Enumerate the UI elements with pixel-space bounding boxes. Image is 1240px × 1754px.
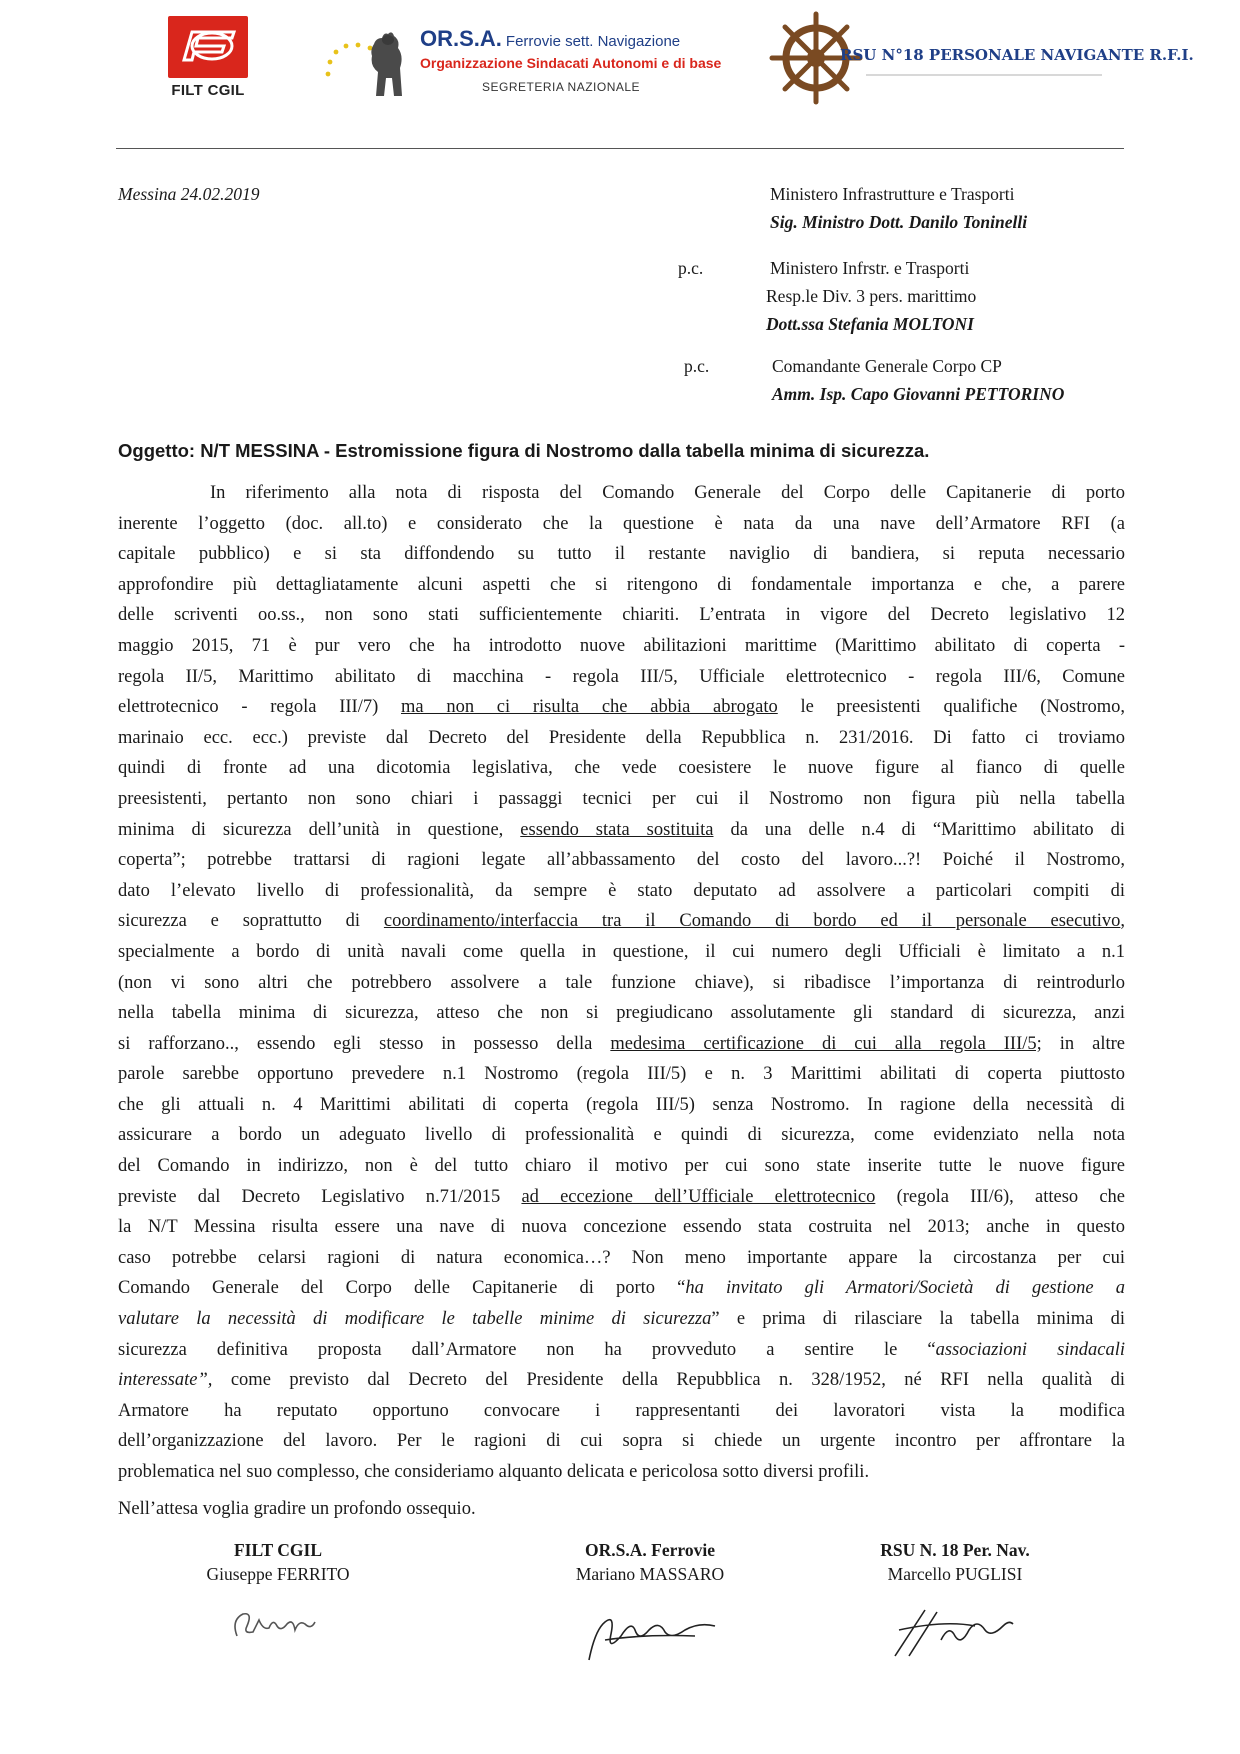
body-line: interessate”, come previsto dal Decreto del Presidente della Repubblica n. 328/1952, né RFI nella qualità di bbox=[118, 1370, 1125, 1391]
body-line: si rafforzano.., essendo egli stesso in possesso della medesima certificazione di cui alla regola III/5; in altre bbox=[118, 1033, 1125, 1054]
cc2-label: p.c. bbox=[684, 356, 710, 376]
recipient-main-line1: Ministero Infrastrutture e Trasporti bbox=[770, 184, 1015, 204]
body-line: inerente l’oggetto (doc. all.to) e considerato che la questione è nata da una nave dell’Armatore RFI (a bbox=[118, 513, 1125, 534]
orsa-name: OR.S.A. bbox=[420, 26, 502, 51]
signature-org: OR.S.A. Ferrovie bbox=[585, 1540, 715, 1560]
body-line: maggio 2015, 71 è pur vero che ha introdotto nuove abilitazioni marittime (Marittimo abilitato di coperta - bbox=[118, 635, 1125, 656]
recipient-cc1-line1: Ministero Infrstr. e Trasporti bbox=[770, 258, 970, 278]
filt-cgil-logo bbox=[166, 16, 250, 99]
body-line: minima di sicurezza dell’unità in questione, essendo stata sostituita da una delle n.4 di “Marittimo abilitato di bbox=[118, 819, 1126, 840]
body-line: In riferimento alla nota di risposta del Comando Generale del Corpo delle Capitanerie di porto bbox=[210, 483, 1125, 503]
signature-name: Mariano MASSARO bbox=[575, 1564, 725, 1584]
signature-org: RSU N. 18 Per. Nav. bbox=[880, 1540, 1030, 1560]
body-line: dato l’elevato livello di professionalità, da sempre è stato deputato ad assolvere a particolari compiti di bbox=[118, 880, 1125, 901]
body-line: previste dal Decreto Legislativo n.71/2015 ad eccezione dell’Ufficiale elettrotecnico (regola III/6), atteso che bbox=[118, 1186, 1126, 1207]
recipient-cc2-line1: Comandante Generale Corpo CP bbox=[772, 356, 1002, 376]
recipient-cc2 bbox=[772, 352, 1064, 408]
signature-filt-cgil bbox=[178, 1538, 378, 1650]
body-line: sicurezza e soprattutto di coordinamento/interfaccia tra il Comando di bordo ed il personale esecutivo, bbox=[118, 911, 1126, 932]
body-line: specialmente a bordo di unità navali come quella in questione, il cui numero degli Ufficiali è limitato a n.1 bbox=[118, 941, 1125, 962]
recipient-main-line2: Sig. Ministro Dott. Danilo Toninelli bbox=[770, 212, 1028, 232]
handwritten-signature bbox=[223, 1600, 333, 1650]
recipient-cc1-line3: Dott.ssa Stefania MOLTONI bbox=[766, 314, 974, 334]
filt-cgil-emblem bbox=[168, 16, 248, 78]
body-line: la N/T Messina risulta essere una nave di nuova concezione essendo stata costruita nel 2013; anche in questo bbox=[118, 1217, 1125, 1238]
orsa-logo bbox=[322, 18, 722, 98]
body-line: quindi di fronte ad una dicotomia legislativa, che vede coesistere le nuove figure al fianco di quelle bbox=[118, 758, 1125, 779]
body-line: coperta”; potrebbe trattarsi di ragioni legate all’abbassamento del costo del lavoro...?! Poiché il Nostromo, bbox=[118, 850, 1125, 871]
signature-name: Marcello PUGLISI bbox=[887, 1564, 1023, 1584]
underlined-phrase: ma non ci risulta che abbia abrogato bbox=[401, 697, 778, 718]
body-line: preesistenti, pertanto non sono chiari i passaggi tecnici per cui il Nostromo non figura più nella tabella bbox=[118, 788, 1125, 809]
body-line: del Comando in indirizzo, non è del tutto chiaro il motivo per cui sono state inserite tutte le nuove figure bbox=[118, 1156, 1125, 1177]
body-line: dell’organizzazione del lavoro. Per le ragioni di cui sopra si chiede un urgente incontro per affrontare la bbox=[118, 1431, 1125, 1452]
body-line: approfondire più dettagliatamente alcuni aspetti che si ritengono di fondamentale importanza e che, a parere bbox=[118, 574, 1125, 595]
body-line: valutare la necessità di modificare le tabelle minime di sicurezza” e prima di rilasciare la tabella minima di bbox=[118, 1309, 1125, 1330]
body-line: assicurare a bordo un adeguato livello di professionalità e quindi di sicurezza, come evidenziato nella nota bbox=[118, 1125, 1125, 1146]
place-date: Messina 24.02.2019 bbox=[118, 184, 260, 204]
body-line: regola II/5, Marittimo abilitato di macchina - regola III/5, Ufficiale elettrotecnico - regola III/6, Comune bbox=[118, 666, 1125, 687]
subject-line: Oggetto: N/T MESSINA - Estromissione figura di Nostromo dalla tabella minima di sicurezza. bbox=[118, 440, 930, 461]
body-line: nella tabella minima di sicurezza, atteso che non si pregiudicano assolutamente gli standard di sicurezza, anzi bbox=[118, 1003, 1125, 1024]
handwritten-signature bbox=[885, 1600, 1025, 1666]
rsu-logo-text: RSU N°18 PERSONALE NAVIGANTE R.F.I. bbox=[840, 46, 1194, 64]
body-line: che gli attuali n. 4 Marittimi abilitati di coperta (regola III/5) senza Nostromo. In ragione della necessità di bbox=[118, 1094, 1125, 1115]
orsa-tagline: Organizzazione Sindacati Autonomi e di base bbox=[420, 55, 722, 71]
body-line: Armatore ha reputato opportuno convocare i rappresentanti dei lavoratori vista la modifica bbox=[118, 1400, 1125, 1421]
body-line: parole sarebbe opportuno prevedere n.1 Nostromo (regola III/5) e n. 3 Marittimi abilitati di coperta piuttosto bbox=[118, 1064, 1125, 1085]
signature-rsu bbox=[850, 1538, 1060, 1666]
recipient-cc2-line2: Amm. Isp. Capo Giovanni PETTORINO bbox=[772, 384, 1065, 404]
body-line: (non vi sono altri che potrebbero assolvere a tale funzione chiave), si ribadisce l’importanza di reintrodurlo bbox=[118, 972, 1125, 993]
cc1-label: p.c. bbox=[678, 258, 704, 278]
bear-icon bbox=[348, 26, 420, 98]
orsa-subtitle: Ferrovie sett. Navigazione bbox=[505, 33, 681, 50]
body-line: marinaio ecc. ecc.) previste dal Decreto del Presidente della Repubblica n. 231/2016. Di fatto ci troviamo bbox=[118, 727, 1125, 748]
italic-quote: valutare la necessità di modificare le tabelle minime di sicurezza bbox=[118, 1309, 712, 1330]
signature-orsa bbox=[545, 1538, 755, 1666]
underlined-phrase: essendo stata sostituita bbox=[520, 819, 714, 840]
underlined-phrase: ad eccezione dell’Ufficiale elettrotecnico bbox=[521, 1186, 876, 1207]
closing-line: Nell’attesa voglia gradire un profondo ossequio. bbox=[118, 1499, 476, 1519]
signature-name: Giuseppe FERRITO bbox=[206, 1564, 350, 1584]
rsu-logo bbox=[768, 10, 1194, 106]
body-line: caso potrebbe celarsi ragioni di natura economica…? Non meno importante appare la circostanza per cui bbox=[118, 1247, 1125, 1268]
letter-body bbox=[118, 478, 1125, 1488]
underlined-phrase: medesima certificazione di cui alla regola III/5; bbox=[610, 1033, 1042, 1054]
italic-quote: associazioni sindacali bbox=[935, 1339, 1125, 1360]
filt-cgil-logo-text: FILT CGIL bbox=[171, 82, 245, 99]
body-line: problematica nel suo complesso, che consideriamo alquanto delicata e pericolosa sotto diversi profili. bbox=[118, 1462, 870, 1482]
signature-org: FILT CGIL bbox=[233, 1540, 323, 1560]
italic-quote: interessate”, bbox=[118, 1370, 213, 1391]
underlined-phrase: coordinamento/interfaccia tra il Comando di bordo ed il personale esecutivo bbox=[383, 911, 1121, 932]
body-line: Comando Generale del Corpo delle Capitanerie di porto “ha invitato gli Armatori/Società di gestione a bbox=[118, 1278, 1125, 1299]
recipient-cc1-line2: Resp.le Div. 3 pers. marittimo bbox=[766, 286, 977, 306]
recipient-cc1 bbox=[766, 254, 976, 338]
recipient-main bbox=[770, 180, 1027, 236]
header-divider bbox=[116, 148, 1124, 149]
body-line: capitale pubblico) e si sta diffondendo su tutto il restante naviglio di bandiera, si reputa necessario bbox=[118, 544, 1125, 565]
body-line: sicurezza definitiva proposta dall’Armatore non ha provveduto a sentire le “associazioni sindacali bbox=[118, 1339, 1125, 1360]
rsu-logo-underline bbox=[866, 74, 1102, 76]
body-line: delle scriventi oo.ss., non sono stati sufficientemente chiariti. L’entrata in vigore del Decreto legislativo 12 bbox=[118, 605, 1125, 626]
handwritten-signature bbox=[575, 1600, 725, 1666]
body-line: elettrotecnico - regola III/7) ma non ci risulta che abbia abrogato le preesistenti qualifiche (Nostromo, bbox=[118, 697, 1126, 718]
orsa-segreteria: SEGRETERIA NAZIONALE bbox=[482, 80, 641, 94]
italic-quote: ha invitato gli Armatori/Società di gestione a bbox=[685, 1278, 1125, 1299]
